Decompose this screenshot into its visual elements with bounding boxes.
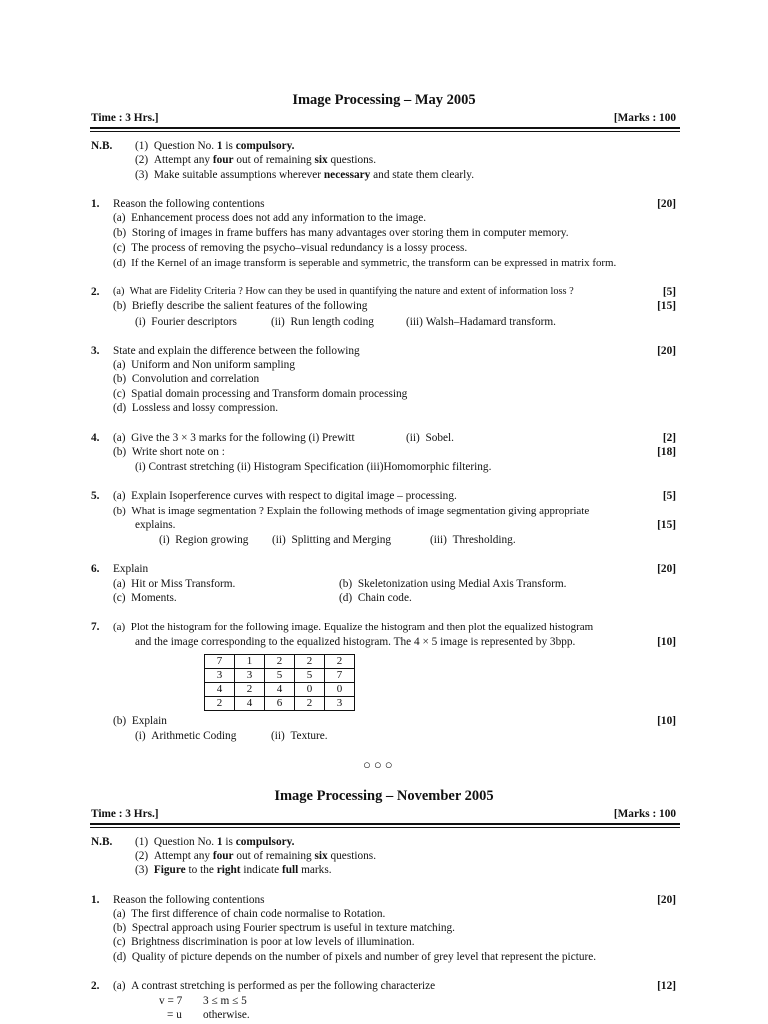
table-cell: 0 — [295, 683, 325, 697]
p1-q5-b: (b) What is image segmentation ? Explain the following methods of image segmentation giving appropriate — [113, 505, 590, 517]
p1-q3-marks: [20] — [657, 345, 676, 357]
p2-q1-a: (a) The first difference of chain code normalise to Rotation. — [113, 908, 386, 920]
p1-q3-b: (b) Convolution and correlation — [113, 373, 260, 385]
p2-q1-text: Reason the following contentions — [113, 894, 265, 906]
table-cell: 1 — [235, 655, 265, 669]
p1-q4-b-marks: [18] — [657, 446, 676, 458]
p1-q3-a: (a) Uniform and Non uniform sampling — [113, 359, 295, 371]
paper1-nb-3: (3) Make suitable assumptions wherever necessary and state them clearly. — [135, 169, 475, 181]
p2-q2-number: 2. — [91, 980, 100, 992]
paper1-title: Image Processing – May 2005 — [292, 92, 476, 108]
p1-q4-number: 4. — [91, 432, 100, 444]
table-cell: 4 — [265, 683, 295, 697]
p1-q5-sub-i: (i) Region growing — [159, 534, 249, 546]
paper2-time: Time : 3 Hrs.] — [91, 808, 159, 820]
p2-q1-number: 1. — [91, 894, 100, 906]
p1-q2-a-marks: [5] — [662, 286, 676, 298]
p1-q7-b-marks: [10] — [657, 715, 676, 727]
p1-q7-sub-i: (i) Arithmetic Coding — [135, 730, 237, 742]
p1-q6-text: Explain — [113, 563, 149, 575]
section-separator-circles: ○○○ — [363, 757, 396, 772]
p1-q2-sub-iii: (iii) Walsh–Hadamard transform. — [406, 316, 556, 328]
p1-q7-number: 7. — [91, 621, 100, 633]
p1-q1-marks: [20] — [657, 198, 676, 210]
table-cell: 4 — [205, 683, 235, 697]
p1-q5-sub-iii: (iii) Thresholding. — [430, 534, 516, 546]
p1-q7-a-marks: [10] — [657, 636, 676, 648]
table-cell: 4 — [235, 697, 265, 711]
paper1-nb-1: (1) Question No. 1 is compulsory. — [135, 140, 295, 152]
p1-q1-b: (b) Storing of images in frame buffers has many advantages over storing them in computer memory. — [113, 227, 569, 239]
paper1-nb-2: (2) Attempt any four out of remaining six questions. — [135, 154, 377, 166]
p2-q1-d: (d) Quality of picture depends on the number of pixels and number of grey level that represent the picture. — [113, 951, 597, 963]
p2-q2-a-marks: [12] — [657, 980, 676, 992]
p2-q2-eq1-left: v = 7 — [159, 995, 183, 1007]
table-cell: 6 — [265, 697, 295, 711]
table-row — [205, 697, 355, 711]
paper2-nb-label: N.B. — [91, 836, 113, 848]
p1-q3-d: (d) Lossless and lossy compression. — [113, 402, 279, 414]
table-row — [205, 669, 355, 683]
table-cell: 0 — [325, 683, 355, 697]
p1-q6-b: (b) Skeletonization using Medial Axis Transform. — [339, 578, 567, 590]
p1-q5-b-cont: explains. — [135, 519, 176, 531]
p1-q1-text: Reason the following contentions — [113, 198, 265, 210]
p1-q6-marks: [20] — [657, 563, 676, 575]
paper1-rule-thick — [90, 127, 680, 129]
p1-q1-d: (d) If the Kernel of an image transform is seperable and symmetric, the transform can be expressed in matrix form. — [113, 257, 617, 269]
paper2-rule-thin — [90, 827, 680, 828]
p1-q7-sub-ii: (ii) Texture. — [271, 730, 328, 742]
table-cell: 3 — [325, 697, 355, 711]
p1-q7-a: (a) Plot the histogram for the following image. Equalize the histogram and then plot the equalized histogram — [113, 621, 594, 633]
p2-q2-eq1-right: 3 ≤ m ≤ 5 — [203, 995, 247, 1007]
paper1-time: Time : 3 Hrs.] — [91, 112, 159, 124]
paper2-nb-1: (1) Question No. 1 is compulsory. — [135, 836, 295, 848]
p2-q1-marks: [20] — [657, 894, 676, 906]
table-cell: 5 — [295, 669, 325, 683]
table-cell: 2 — [295, 655, 325, 669]
table-cell: 3 — [235, 669, 265, 683]
paper1-rule-thin — [90, 131, 680, 132]
p1-q6-number: 6. — [91, 563, 100, 575]
p1-q2-sub-i: (i) Fourier descriptors — [135, 316, 237, 328]
table-cell: 7 — [205, 655, 235, 669]
p1-q4-b: (b) Write short note on : — [113, 446, 225, 458]
p1-q4-a: (a) Give the 3 × 3 marks for the following (i) Prewitt — [113, 432, 355, 444]
p2-q2-eq2-right: otherwise. — [203, 1009, 250, 1021]
paper2-nb-3: (3) Figure to the right indicate full marks. — [135, 864, 332, 876]
table-cell: 2 — [235, 683, 265, 697]
paper2-nb-2: (2) Attempt any four out of remaining six questions. — [135, 850, 377, 862]
p1-q1-a: (a) Enhancement process does not add any information to the image. — [113, 212, 427, 224]
paper2-title: Image Processing – November 2005 — [274, 788, 494, 804]
p1-q2-b-marks: [15] — [657, 300, 676, 312]
p1-q7-b: (b) Explain — [113, 715, 167, 727]
p1-q6-a: (a) Hit or Miss Transform. — [113, 578, 236, 590]
p2-q1-c: (c) Brightness discrimination is poor at low levels of illumination. — [113, 936, 415, 948]
p1-q3-c: (c) Spatial domain processing and Transform domain processing — [113, 388, 408, 400]
p1-q5-a: (a) Explain Isoperference curves with respect to digital image – processing. — [113, 490, 457, 502]
table-cell: 2 — [205, 697, 235, 711]
table-row — [205, 683, 355, 697]
p1-q5-a-marks: [5] — [662, 490, 676, 502]
p1-q1-c: (c) The process of removing the psycho–visual redundancy is a lossy process. — [113, 242, 468, 254]
p1-q2-a: (a) What are Fidelity Criteria ? How can they be used in quantifying the nature and extent of information loss ? — [113, 286, 574, 297]
p2-q2-eq2-left: = u — [167, 1009, 182, 1021]
p2-q2-a: (a) A contrast stretching is performed as per the following characterize — [113, 980, 436, 992]
table-cell: 2 — [325, 655, 355, 669]
table-row — [205, 655, 355, 669]
p1-q6-d: (d) Chain code. — [339, 592, 412, 604]
p1-q1-number: 1. — [91, 198, 100, 210]
p1-q3-number: 3. — [91, 345, 100, 357]
p1-q6-c: (c) Moments. — [113, 592, 177, 604]
table-cell: 7 — [325, 669, 355, 683]
p1-q4-a-marks: [2] — [662, 432, 676, 444]
p1-q2-sub-ii: (ii) Run length coding — [271, 316, 374, 328]
paper1-total-marks: [Marks : 100 — [613, 112, 676, 124]
table-cell: 5 — [265, 669, 295, 683]
paper2-total-marks: [Marks : 100 — [613, 808, 676, 820]
paper1-nb-label: N.B. — [91, 140, 113, 152]
table-cell: 3 — [205, 669, 235, 683]
paper2-rule-thick — [90, 823, 680, 825]
p1-q5-sub-ii: (ii) Splitting and Merging — [272, 534, 392, 546]
p1-q2-b: (b) Briefly describe the salient features of the following — [113, 300, 368, 312]
p1-q3-text: State and explain the difference between the following — [113, 345, 360, 357]
table-cell: 2 — [295, 697, 325, 711]
p1-q5-number: 5. — [91, 490, 100, 502]
table-cell: 2 — [265, 655, 295, 669]
image-pixel-table — [204, 654, 355, 711]
p1-q4-a-sobel: (ii) Sobel. — [406, 432, 455, 444]
p1-q4-sub: (i) Contrast stretching (ii) Histogram Specification (iii)Homomorphic filtering. — [135, 461, 492, 473]
p1-q2-number: 2. — [91, 286, 100, 298]
p1-q7-a-cont: and the image corresponding to the equalized histogram. The 4 × 5 image is represented by 3bpp. — [135, 636, 576, 648]
p1-q5-b-marks: [15] — [657, 519, 676, 531]
p2-q1-b: (b) Spectral approach using Fourier spectrum is useful in texture matching. — [113, 922, 455, 934]
